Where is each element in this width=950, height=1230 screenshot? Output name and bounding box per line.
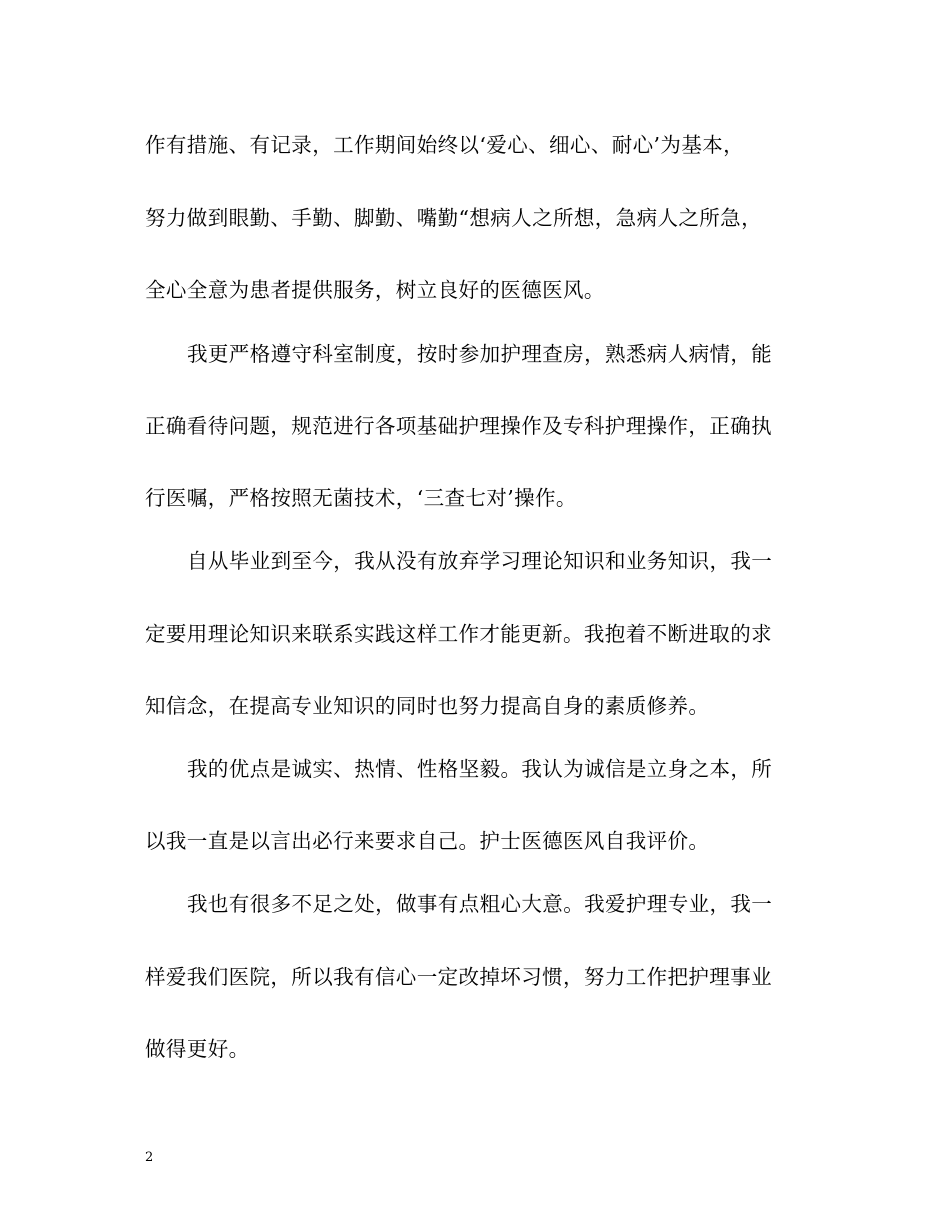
text-line: 样爱我们医院，所以我有信心一定改掉坏习惯，努力工作把护理事业 [145, 965, 772, 989]
paragraph-start-line: 自从毕业到至今，我从没有放弃学习理论知识和业务知识，我一 [187, 549, 773, 573]
text-line: 做得更好。 [145, 1037, 250, 1061]
text-line: 正确看待问题，规范进行各项基础护理操作及专科护理操作，正确执 [145, 414, 772, 438]
text-line: 努力做到眼勤、手勤、脚勤、嘴勤“想病人之所想，急病人之所急， [145, 206, 762, 230]
page-number: 2 [145, 1150, 154, 1165]
text-line: 全心全意为患者提供服务，树立良好的医德医风。 [145, 278, 605, 302]
text-line: 知信念，在提高专业知识的同时也努力提高自身的素质修养。 [145, 694, 710, 718]
text-line: 作有措施、有记录，工作期间始终以‘爱心、细心、耐心’为基本， [145, 133, 745, 157]
paragraph-start-line: 我更严格遵守科室制度，按时参加护理查房，熟悉病人病情，能 [187, 342, 773, 366]
text-line: 以我一直是以言出必行来要求自己。护士医德医风自我评价。 [145, 829, 710, 853]
text-line: 定要用理论知识来联系实践这样工作才能更新。我抱着不断进取的求 [145, 622, 772, 646]
text-line: 行医嘱，严格按照无菌技术，‘三查七对’操作。 [145, 486, 577, 510]
paragraph-start-line: 我也有很多不足之处，做事有点粗心大意。我爱护理专业，我一 [187, 892, 773, 916]
paragraph-start-line: 我的优点是诚实、热情、性格坚毅。我认为诚信是立身之本，所 [187, 757, 773, 781]
